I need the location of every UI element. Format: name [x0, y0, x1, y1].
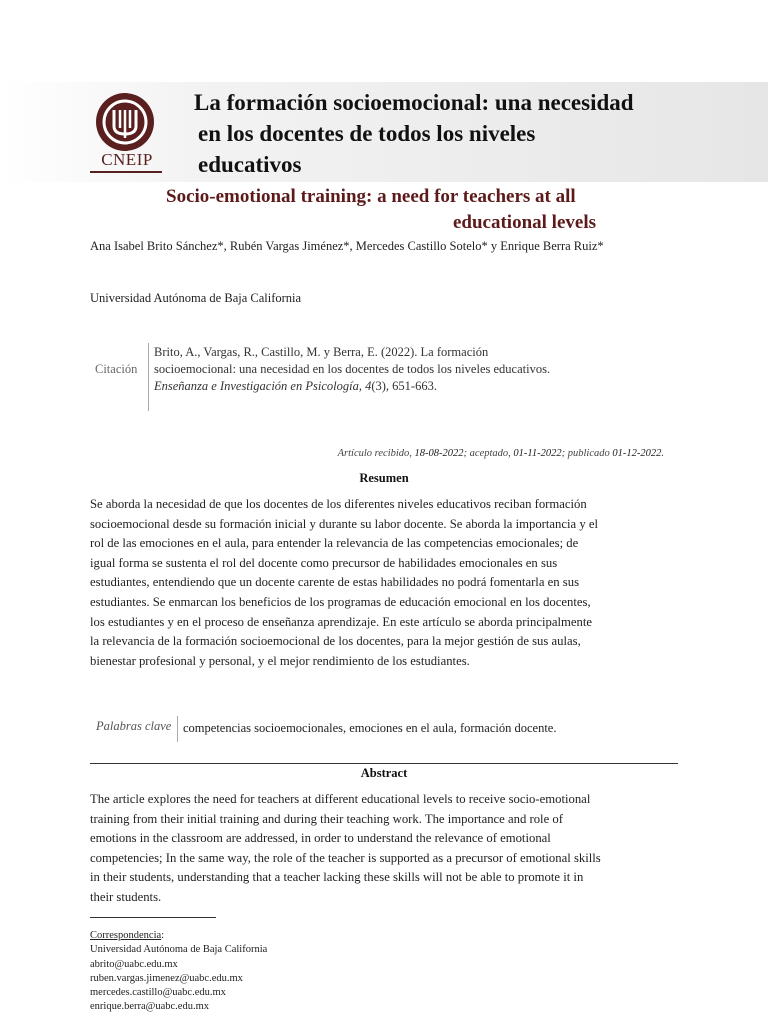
resumen-line: bienestar profesional y personal, y el mejor rendimiento de los estudiantes. [90, 653, 470, 668]
resumen-line: estudiantes, entendiendo que un docente carente de estas habilidades no podrá fomentarla en sus [90, 575, 580, 590]
resumen-line: los estudiantes y en el proceso de enseñanza aprendizaje. En este artículo se aborda principalmente [90, 614, 593, 629]
authors: Ana Isabel Brito Sánchez*, Rubén Vargas Jiménez*, Mercedes Castillo Sotelo* y Enrique Berra Ruiz* [90, 239, 604, 253]
citation-pages: (3), 651-663. [371, 379, 437, 393]
resumen-text [90, 495, 680, 671]
citation-line: socioemocional: una necesidad en los docentes de todos los niveles educativos. [154, 362, 551, 376]
abstract-heading: Abstract [360, 766, 408, 780]
abstract-line: The article explores the need for teachers at different educational levels to receive socio-emotional [90, 792, 591, 806]
correspondence-line: Universidad Autónoma de Baja California [90, 944, 268, 956]
title-en-line: educational levels [452, 212, 596, 233]
received-label: Artículo recibido, [337, 448, 412, 459]
citation-label: Citación [95, 362, 138, 376]
logo-underline [90, 171, 162, 173]
citation-divider [148, 343, 149, 411]
published-label: ; publicado [561, 448, 610, 459]
correspondence [90, 929, 267, 1015]
logo-text: CNEIP [101, 150, 153, 169]
accepted-label: ; aceptado, [463, 448, 511, 459]
title-es-line: educativos [198, 152, 302, 177]
title-es-line: La formación socioemocional: una necesidad [194, 90, 634, 115]
correspondence-heading-line [90, 929, 267, 943]
title-en-line: Socio-emotional training: a need for teachers at all [166, 186, 576, 207]
correspondence-email[interactable]: ruben.vargas.jimenez@uabc.edu.mx [90, 972, 243, 984]
affiliation: Universidad Autónoma de Baja California [90, 291, 302, 305]
received-date: 18-08-2022 [414, 448, 464, 459]
title-es-line: en los docentes de todos los niveles [198, 121, 536, 146]
abstract-line: in their students, understanding that a teacher lacking these skills will not be able to promote it in [90, 870, 584, 885]
correspondence-email[interactable]: enrique.berra@uabc.edu.mx [90, 1001, 209, 1013]
accepted-date: 01-11-2022 [513, 448, 562, 459]
abstract-line: training from their initial training and during their teaching work. The importance and role of [90, 811, 563, 826]
correspondence-email[interactable]: abrito@uabc.edu.mx [90, 958, 178, 970]
citation-line: Brito, A., Vargas, R., Castillo, M. y Berra, E. (2022). La formación [154, 345, 489, 359]
abstract-rule [90, 763, 678, 764]
title-english [166, 184, 596, 236]
citation-journal-line [154, 378, 624, 395]
title-spanish [194, 87, 714, 180]
keywords-divider [177, 716, 178, 742]
correspondence-heading: Correspondencia [90, 930, 162, 941]
footnote-rule [90, 917, 216, 918]
resumen-line: la relevancia de la formación socioemocional de los docentes, para la mejor gestión de sus aulas, [90, 634, 581, 649]
article-dates [338, 448, 664, 459]
abstract-line: their students. [90, 889, 162, 904]
correspondence-email[interactable]: mercedes.castillo@uabc.edu.mx [90, 987, 226, 999]
correspondence-colon: : [161, 930, 165, 941]
citation-journal: Enseñanza e Investigación en Psicología, [154, 379, 362, 393]
keywords-text: competencias socioemocionales, emociones en el aula, formación docente. [183, 721, 557, 735]
citation-text [154, 344, 624, 395]
published-date: 01-12-2022 [612, 448, 662, 459]
dates-end: . [661, 448, 664, 459]
resumen-line: estudiantes. Se enmarcan los beneficios de los programas de educación emocional en los docentes, [90, 594, 591, 609]
resumen-line: Se aborda la necesidad de que los docentes de los diferentes niveles educativos reciban formación [90, 497, 587, 511]
resumen-line: rol de las emociones en el aula, para entender la relevancia de las competencias emocionales; de [90, 536, 579, 551]
abstract-line: emotions in the classroom are addressed, in order to understand the relevance of emotional [90, 831, 551, 846]
resumen-heading: Resumen [359, 471, 409, 485]
keywords-label: Palabras clave [96, 719, 172, 733]
abstract-text [90, 790, 680, 908]
citation-volume: 4 [365, 379, 372, 393]
abstract-line: competencies; In the same way, the role of the teacher is supported as a precursor of emotional skills [90, 850, 601, 865]
resumen-line: igual forma se sustenta el rol del docente como precursor de habilidades emocionales en sus [90, 555, 558, 570]
resumen-line: socioemocional desde su formación inicial y durante su labor docente. Se aborda la importancia y el [90, 516, 599, 531]
